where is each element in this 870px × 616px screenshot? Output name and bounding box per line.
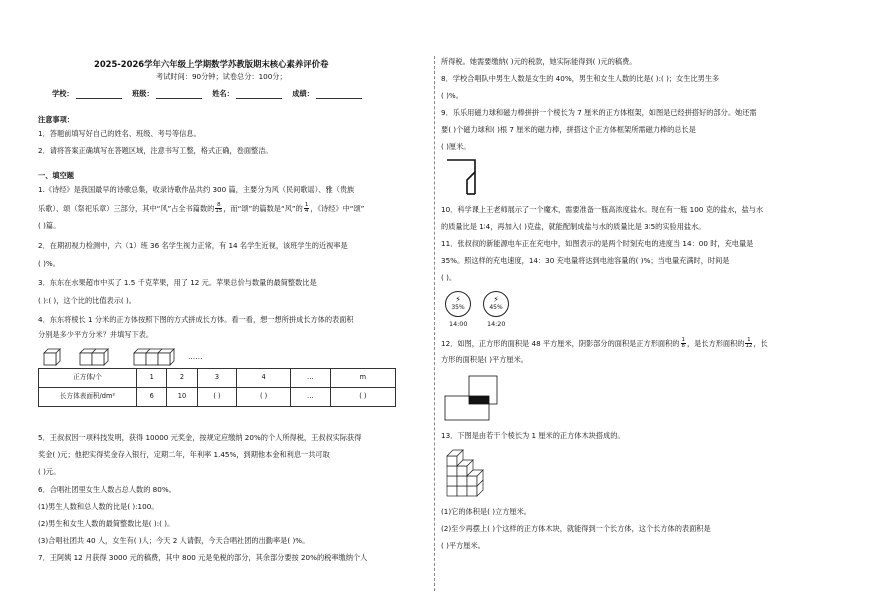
q4-line1: 4．东东将棱长 1 分米的正方体按照下图的方式拼成长方体。看一看，想一想所拼成长方体的表面积 [38,315,354,324]
score-label: 成绩： [292,89,314,98]
table-cell: 正方体/个 [39,369,137,388]
lightning-icon: ⚡ [493,295,499,304]
q8-line1: 8．学校合唱队中男生人数是女生的 40%，男生和女生人数的比是( ):( )；女生比男生多 [441,74,720,83]
table-cell: 6 [137,388,167,407]
battery-1-percent: 35% [451,304,465,311]
q12-f1-num: 1 [681,337,685,343]
q3-line1: 3．东东在水果超市中买了 1.5 千克苹果，用了 12 元。苹果总价与数量的最简整数比是 [38,278,317,287]
q10-line2: 的质量比是 1∶4，再加入( )克盐，就能配制成盐与水的质量比是 3∶5的实验用盐水。 [441,222,706,231]
name-label: 姓名： [212,89,234,98]
q13-line2: (1)它的体积是( )立方厘米。 [441,507,531,516]
q1-f2-num: 1 [304,202,309,208]
q1-text-c: ，《诗经》中“颂” [310,203,365,213]
q10-line1: 10．科学课上王老师展示了一个魔术，需要准备一瓶高浓度盐水。现在有一瓶 100 克的盐水，盐与水 [441,205,764,214]
score-blank [316,91,362,99]
q11-line1: 11．张叔叔的新能源电车正在充电中，如图表示的是两个时刻充电的进度当 14：00 时，充电量是 [441,239,754,248]
table-row [39,369,396,388]
q7-line1: 7．王阿姨 12 月获得 3000 元的稿费，其中 800 元是免税的部分，其余部分要按 20%的税率缴纳个人 [38,553,368,562]
cube-dots: …… [188,352,203,361]
column-divider [434,56,435,591]
q1-f1-num: 8 [217,202,221,208]
shaded-region [469,396,489,404]
q12-f2-den: 12 [745,343,753,350]
section-heading: 一、填空题 [38,171,74,180]
lightning-icon: ⚡ [455,295,461,304]
q2-line1: 2．在期初视力检测中，六（1）班 36 名学生视力正常，有 14 名学生近视，该班学生的近视率是 [38,241,348,250]
table-cell: 3 [197,369,237,388]
cube-stack-figure [443,446,495,502]
q5-line3: ( )元。 [38,467,61,476]
q7-line2: 所得税。她需要缴纳( )元的税款，她实际能得到( )元的稿费。 [441,57,637,66]
table-cell: ( ) [237,388,291,407]
table-cell: ( ) [197,388,237,407]
table-cell: m [330,369,395,388]
q12-f2-num: 1 [747,337,751,343]
table-row [39,388,396,407]
q11-line3: ( )。 [441,273,457,282]
q13-line4: ( )平方厘米。 [441,541,485,550]
q12-line1 [441,338,768,350]
q12-fraction-1 [681,338,686,350]
q9-line3: ( )厘米。 [441,142,471,151]
q11-line2: 35%。照这样的充电速度，14：30 充电量将达到电池容量的( )%；当电量充满时，时间是 [441,256,730,265]
q13-line3: (2)至少再摆上( )个这样的正方体木块，就能得到一个长方体，这个长方体的表面积是 [441,524,711,533]
notice-item-1: 1．答题前填写好自己的姓名、班级、考号等信息。 [38,129,201,138]
notice-heading: 注意事项： [38,115,74,124]
name-blank [236,91,282,99]
q12-text-c: ，长 [753,338,768,348]
q6-line2: (1)男生人数和总人数的比是( ):100。 [38,502,159,511]
q5-line1: 5．王叔叔因一项科技发明，获得 10000 元奖金，按规定应缴纳 20%的个人所得税，王叔叔实际获得 [38,433,362,442]
q6-line4: (3)合唱社团共 40 人，女生有( )人；今天 2 人请假，今天合唱社团的出勤率是( )%。 [38,536,310,545]
class-label: 班级： [132,89,154,98]
q1-line3: ( )篇。 [38,221,61,230]
magnetic-frame-figure [445,156,481,198]
school-label: 学校： [52,89,74,98]
q13-line1: 13．下图是由若干个棱长为 1 厘米的正方体木块搭成的。 [441,431,625,440]
table-cell: 4 [237,369,291,388]
q1-line1: 1.《诗经》是我国最早的诗歌总集，收录诗歌作品共约 300 篇，主要分为风（民间歌谣）、雅（贵族 [38,185,355,194]
exam-meta: 考试时间：90分钟；试卷总分：100分； [156,72,287,81]
notice-item-2: 2．请将答案正确填写在答题区域，注意书写工整，格式正确，卷面整洁。 [38,146,273,155]
q12-text-a: 12．如图，正方形的面积是 48 平方厘米，阴影部分的面积是正方形面积的 [441,338,680,348]
battery-1-time: 14:00 [449,320,468,328]
q1-line2 [38,203,364,215]
info-fields [52,90,362,99]
q1-f2-den: 4 [304,208,309,215]
q2-line2: ( )%。 [38,259,60,268]
q12-text-b: ，是长方形面积的 [686,338,745,348]
table-cell: 1 [137,369,167,388]
q6-line1: 6．合唱社团里女生人数占总人数的 80%。 [38,485,176,494]
left-column [38,0,430,616]
q1-fraction-2 [304,203,309,215]
exam-title: 2025-2026学年六年级上学期数学苏教版期末核心素养评价卷 [94,59,329,69]
table-cell: 10 [167,388,197,407]
q12-f1-den: 8 [681,343,685,350]
table-cell: ( ) [330,388,395,407]
school-blank [76,91,122,99]
q4-line2: 分别是多少平方分米？并填写下表。 [38,330,154,339]
q1-text-a: 乐歌）、颂（祭祀乐章）三部分，其中“风”占全书篇数的 [38,203,215,213]
q3-line2: ( ):( )，这个比的比值表示( )。 [38,296,136,305]
battery-gauge-2 [483,291,509,317]
q1-f1-den: 15 [215,208,223,215]
table-cell: 2 [167,369,197,388]
table-cell: … [290,388,330,407]
q1-fraction-1 [215,203,222,215]
square-rectangle-figure [443,374,503,422]
q6-line3: (2)男生和女生人数的最简整数比是( ):( )。 [38,519,175,528]
q12-fraction-2 [745,338,752,350]
surface-area-table [38,368,396,407]
q12-line2: 方形的面积是( )平方厘米。 [441,355,528,364]
class-blank [156,91,202,99]
q1-text-b: ，而“颂”的篇数是“风”的 [223,203,303,213]
right-column [441,0,841,616]
battery-gauge-1 [445,291,471,317]
q9-line2: 要( )个磁力球和( )根 7 厘米的磁力棒，拼搭这个正方体框架所需磁力棒的总长是 [441,125,696,134]
q9-line1: 9．乐乐用磁力球和磁力棒拼拼一个棱长为 7 厘米的正方体框架，如图是已经拼搭好的部分。她还需 [441,108,757,117]
battery-2-percent: 45% [489,304,503,311]
battery-2-time: 14:20 [487,320,506,328]
table-cell: 长方体表面积/dm² [39,388,137,407]
cube-arrangement-figure [42,345,212,367]
table-cell: … [290,369,330,388]
q5-line2: 奖金( )元；他把实得奖金存入银行，定期二年，年利率 1.45%，到期他本金和利息一共可取 [38,450,330,459]
q8-line2: ( )%。 [441,91,463,100]
